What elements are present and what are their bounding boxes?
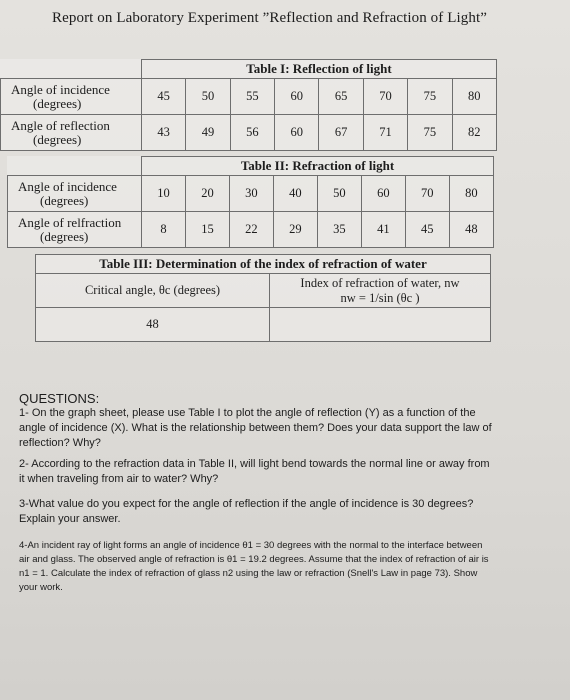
table-cell: 65 [319, 79, 363, 115]
table1-row-label-incidence [1, 79, 142, 115]
table-cell: 22 [229, 212, 273, 248]
table-cell: 60 [361, 176, 405, 212]
table3-index-value[interactable] [270, 308, 491, 342]
label-line: (degrees) [40, 192, 89, 208]
table-cell: 35 [317, 212, 361, 248]
header-line: Index of refraction of water, nw [300, 275, 460, 290]
table-cell: 75 [408, 115, 452, 151]
question-4: 4-An incident ray of light forms an angle of incidence θ1 = 30 degrees with the normal to the interface between air and glass. The observed angle of refraction is θ1 = 19.2 degrees. Assume that the index of refraction of air is n1 = 1. Calculate the index of refraction of glass n2 using the law or refraction (Snell's Law in page 73). Show your work. [19, 540, 489, 593]
table-cell: 50 [186, 79, 230, 115]
table-cell: 43 [142, 115, 186, 151]
table-cell: 45 [142, 79, 186, 115]
table-cell: 80 [449, 176, 493, 212]
table-cell: 15 [185, 212, 229, 248]
label-line: Angle of incidence [18, 178, 117, 194]
label-line: Angle of incidence [11, 81, 110, 97]
table-cell: 30 [229, 176, 273, 212]
table3-caption: Table III: Determination of the index of refraction of water [36, 255, 491, 274]
table3-header-index [270, 274, 491, 308]
table-cell: 55 [230, 79, 274, 115]
table-reflection [0, 59, 497, 151]
table2-row-label-refraction [8, 212, 142, 248]
table2-caption: Table II: Refraction of light [142, 157, 494, 176]
table3-header-critical-angle: Critical angle, θc (degrees) [36, 274, 270, 308]
question-1: 1- On the graph sheet, please use Table I to plot the angle of reflection (Y) as a function of the angle of incidence (X). What is the relationship between them? Does your data support the law of reflection? Why? [19, 407, 492, 449]
label-line: Angle of reflection [11, 117, 110, 133]
table-cell: 41 [361, 212, 405, 248]
table2-row-label-incidence [8, 176, 142, 212]
table-cell: 70 [363, 79, 407, 115]
table-spacer [1, 60, 142, 79]
table-cell: 82 [452, 115, 496, 151]
table-cell: 8 [142, 212, 186, 248]
table1-row-label-reflection [1, 115, 142, 151]
label-line: (degrees) [40, 228, 89, 244]
header-line: nw = 1/sin (θc ) [340, 290, 420, 305]
question-2: 2- According to the refraction data in Table II, will light bend towards the normal line or away from it when traveling from air to water? Why? [19, 458, 490, 485]
table-spacer [8, 157, 142, 176]
label-line: (degrees) [33, 131, 82, 147]
table-cell: 48 [449, 212, 493, 248]
table-cell: 50 [317, 176, 361, 212]
table-cell: 71 [363, 115, 407, 151]
table1-caption: Table I: Reflection of light [142, 60, 497, 79]
table-index-of-refraction [35, 254, 491, 342]
label-line: (degrees) [33, 95, 82, 111]
label-line: Angle of relfraction [18, 214, 122, 230]
table-cell: 29 [273, 212, 317, 248]
question-3: 3-What value do you expect for the angle of reflection if the angle of incidence is 30 degrees? Explain your answer. [19, 498, 474, 525]
table-cell: 67 [319, 115, 363, 151]
questions-section [19, 391, 494, 601]
questions-heading: QUESTIONS: [19, 391, 100, 406]
table-cell: 60 [275, 115, 319, 151]
table-cell: 10 [142, 176, 186, 212]
table-cell: 60 [275, 79, 319, 115]
table-cell: 80 [452, 79, 496, 115]
table-cell: 45 [405, 212, 449, 248]
table-cell: 56 [230, 115, 274, 151]
report-title: Report on Laboratory Experiment ”Reflection and Refraction of Light” [52, 10, 487, 26]
table3-critical-angle-value: 48 [36, 308, 270, 342]
table-refraction [7, 156, 494, 248]
table-cell: 75 [408, 79, 452, 115]
table-cell: 20 [185, 176, 229, 212]
table-cell: 40 [273, 176, 317, 212]
table-cell: 49 [186, 115, 230, 151]
table-cell: 70 [405, 176, 449, 212]
